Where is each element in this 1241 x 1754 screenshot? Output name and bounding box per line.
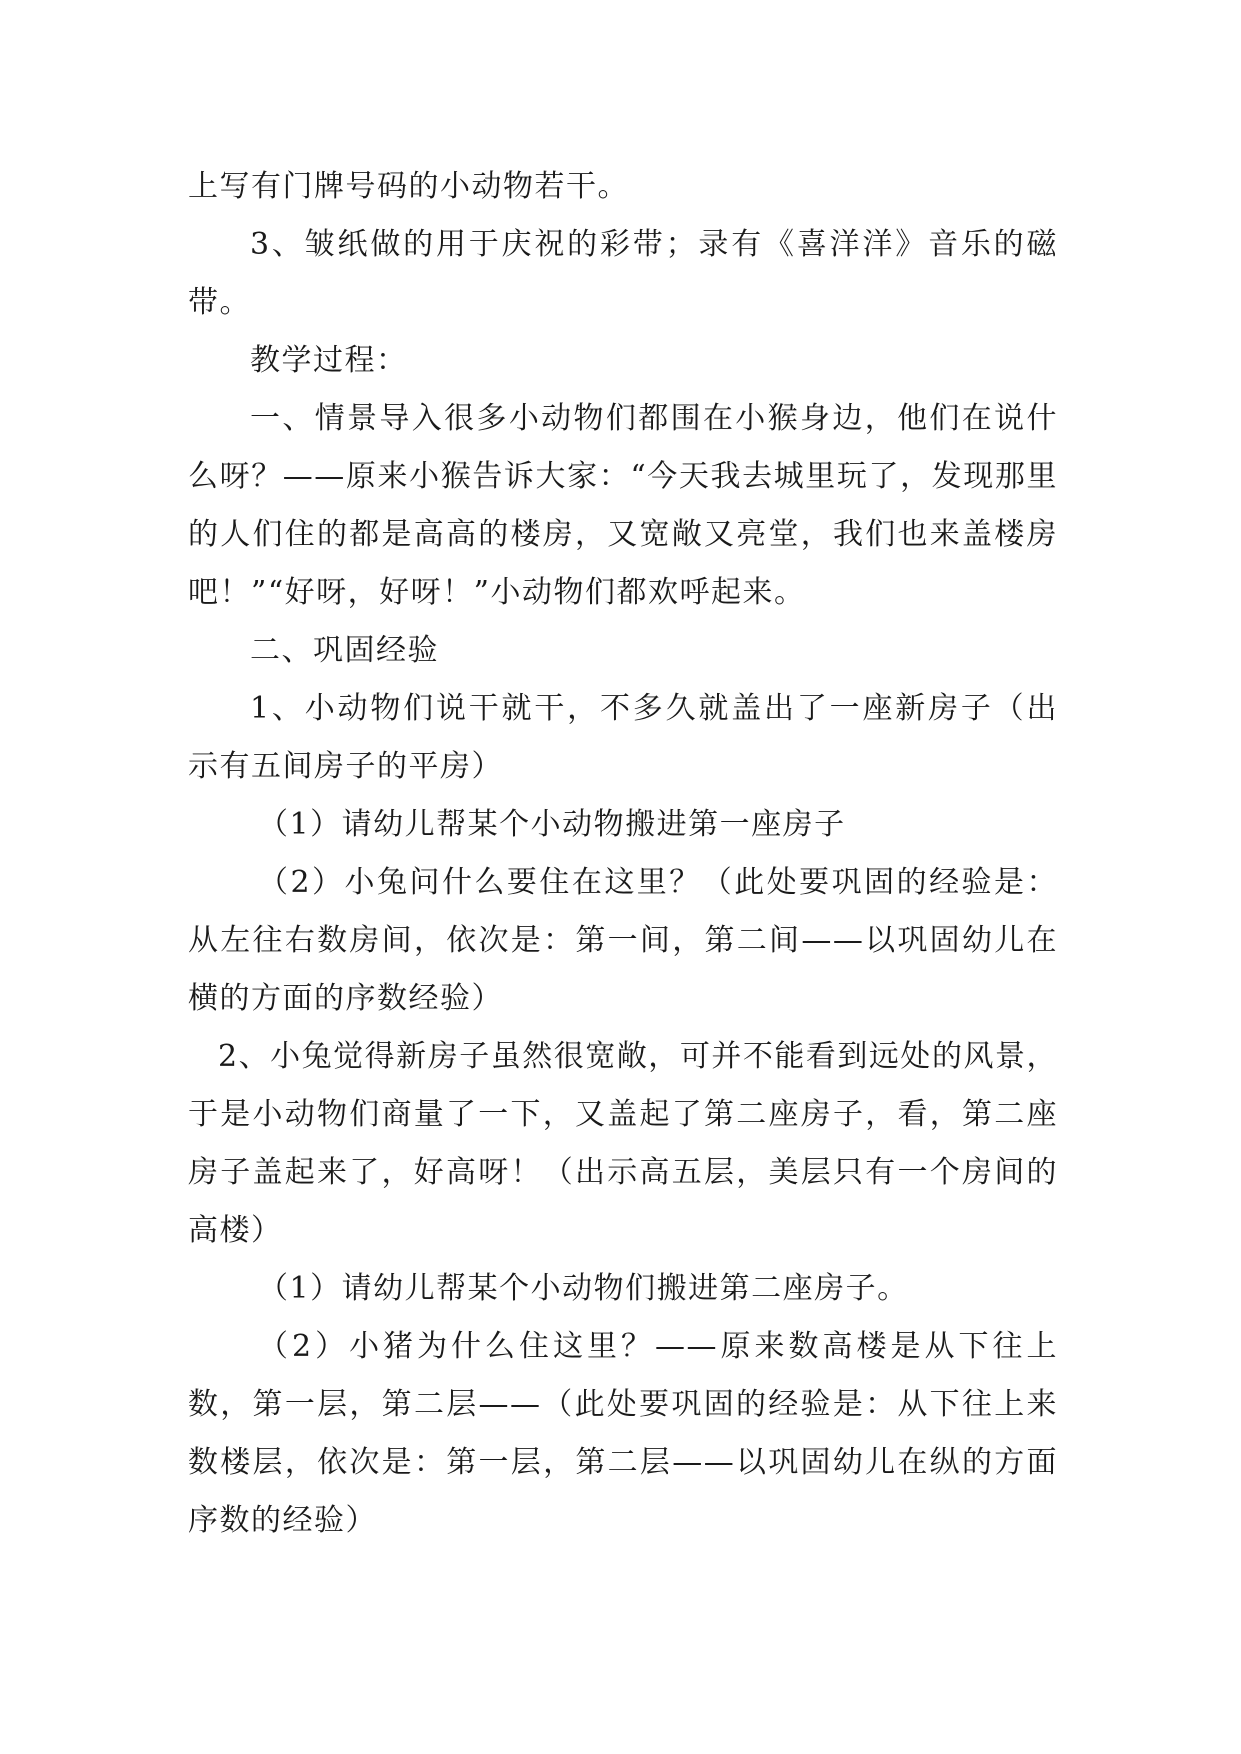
paragraph-consolidate-2-sub-1: （1）请幼儿帮某个小动物们搬进第二座房子。 <box>258 1271 909 1306</box>
section-heading-teaching-process: 教学过程： <box>250 343 408 378</box>
paragraph-consolidate-1-sub-1: （1）请幼儿帮某个小动物搬进第一座房子 <box>258 807 846 842</box>
paragraph-step-1-intro: 一、情景导入很多小动物们都围在小猴身边，他们在说什么呀？——原来小猴告诉大家：“今天我去城里玩了，发现那里的人们住的都是高高的楼房，又宽敞又亮堂，我们也来盖楼房吧！”“好呀，好呀！”小动物们都欢呼起来。 <box>188 401 1058 610</box>
document-body <box>188 158 1058 1550</box>
paragraph-consolidate-2: 2、小兔觉得新房子虽然很宽敞，可并不能看到远处的风景，于是小动物们商量了一下，又盖起了第二座房子，看，第二座房子盖起来了，好高呀！（出示高五层，美层只有一个房间的高楼） <box>188 1039 1058 1248</box>
paragraph-materials-continued: 上写有门牌号码的小动物若干。 <box>188 169 629 204</box>
paragraph-materials-3: 3、皱纸做的用于庆祝的彩带；录有《喜洋洋》音乐的磁带。 <box>188 227 1058 320</box>
paragraph-consolidate-2-sub-2: （2）小猪为什么住这里？——原来数高楼是从下往上数，第一层，第二层——（此处要巩固的经验是：从下往上来数楼层，依次是：第一层，第二层——以巩固幼儿在纵的方面序数的经验） <box>188 1329 1058 1538</box>
section-heading-consolidate: 二、巩固经验 <box>250 633 439 668</box>
paragraph-consolidate-1-sub-2: （2）小兔问什么要住在这里？（此处要巩固的经验是：从左往右数房间，依次是：第一间，第二间——以巩固幼儿在横的方面的序数经验） <box>188 865 1058 1016</box>
paragraph-consolidate-1: 1、小动物们说干就干，不多久就盖出了一座新房子（出示有五间房子的平房） <box>188 691 1058 784</box>
